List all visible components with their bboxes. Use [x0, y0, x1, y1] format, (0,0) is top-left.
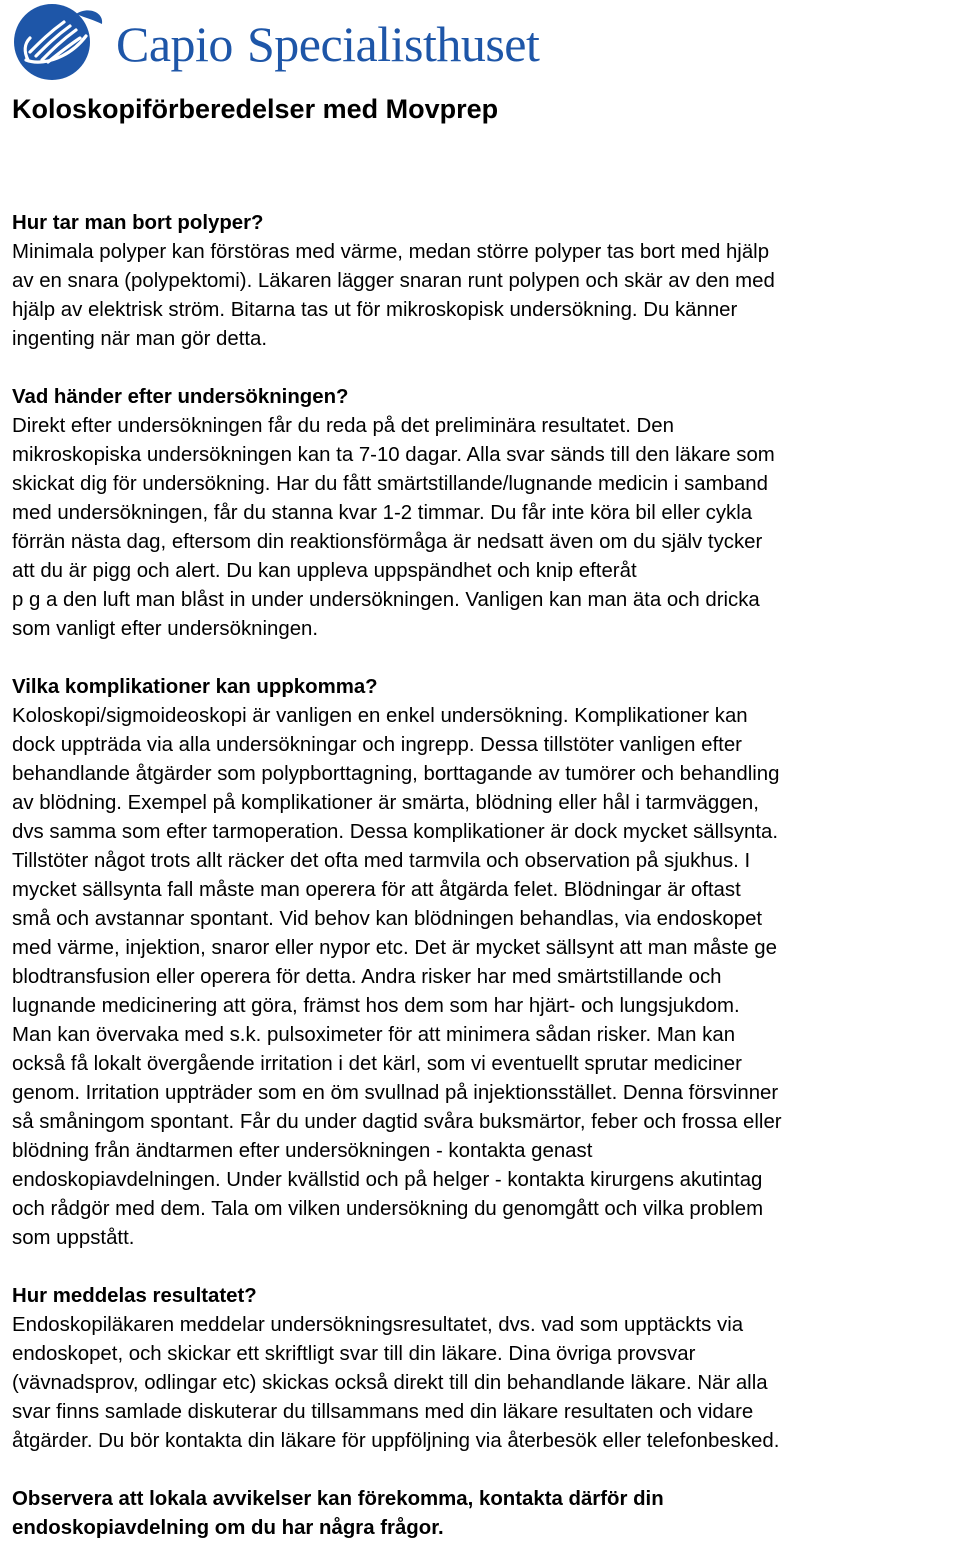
page-title: Koloskopiförberedelser med Movprep: [12, 94, 499, 124]
text-line: Tillstöter något trots allt räcker det ofta med tarmvila och observation på sjukhus. I: [12, 850, 751, 872]
text-line: åtgärder. Du bör kontakta din läkare för uppföljning via återbesök eller telefonbesked.: [12, 1430, 780, 1452]
section-heading: Hur tar man bort polyper?: [12, 212, 264, 234]
text-line: endoskopiavdelning om du har några frågor.: [12, 1517, 444, 1539]
text-line: dock uppträda via alla undersökningar och ingrepp. Dessa tillstöter vanligen efter: [12, 734, 742, 756]
text-line: också få lokalt övergående irritation i det kärl, som vi eventuellt sprutar mediciner: [12, 1053, 742, 1075]
text-line: svar finns samlade diskuterar du tillsammans med din läkare resultaten och vidare: [12, 1401, 754, 1423]
section-complications: [12, 673, 958, 1253]
section-heading: Hur meddelas resultatet?: [12, 1285, 257, 1307]
text-line: Koloskopi/sigmoideoskopi är vanligen en enkel undersökning. Komplikationer kan: [12, 705, 748, 727]
text-line: med undersökningen, får du stanna kvar 1-2 timmar. Du får inte köra bil eller cykla: [12, 502, 753, 524]
text-line: skickat dig för undersökning. Har du fått smärtstillande/lugnande medicin i samband: [12, 473, 768, 495]
text-line: ingenting när man gör detta.: [12, 328, 268, 350]
capio-hand-logo-icon: [6, 2, 106, 82]
text-line: så småningom spontant. Får du under dagtid svåra buksmärtor, feber och frossa eller: [12, 1111, 782, 1133]
text-line: blödning från ändtarmen efter undersökningen - kontakta genast: [12, 1140, 593, 1162]
header: [6, 2, 606, 84]
text-line: som uppstått.: [12, 1227, 135, 1249]
section-paragraph: [12, 702, 958, 1253]
text-line: Minimala polyper kan förstöras med värme, medan större polyper tas bort med hjälp: [12, 241, 770, 263]
text-line: mikroskopiska undersökningen kan ta 7-10 dagar. Alla svar sänds till den läkare som: [12, 444, 775, 466]
document-body: [12, 209, 958, 1543]
text-line: Man kan övervaka med s.k. pulsoximeter för att minimera sådan risker. Man kan: [12, 1024, 736, 1046]
section-paragraph: [12, 412, 958, 644]
text-line: blodtransfusion eller operera för detta. Andra risker har med smärtstillande och: [12, 966, 722, 988]
section-results: [12, 1282, 958, 1456]
text-line: att du är pigg och alert. Du kan uppleva uppspändhet och knip efteråt: [12, 560, 637, 582]
text-line: p g a den luft man blåst in under undersökningen. Vanligen kan man äta och dricka: [12, 589, 760, 611]
brand-name-specialisthuset: Specialisthuset: [246, 16, 540, 72]
text-line: dvs samma som efter tarmoperation. Dessa komplikationer är dock mycket sällsynta.: [12, 821, 779, 843]
text-line: behandlande åtgärder som polypborttagning, borttagande av tumörer och behandling: [12, 763, 780, 785]
text-line: mycket sällsynta fall måste man operera för att åtgärda felet. Blödningar är oftast: [12, 879, 741, 901]
text-line: och rådgör med dem. Tala om vilken undersökning du genomgått och vilka problem: [12, 1198, 764, 1220]
brand-name-capio: Capio: [116, 16, 233, 72]
text-line: lugnande medicinering att göra, främst hos dem som har hjärt- och lungsjukdom.: [12, 995, 740, 1017]
text-line: hjälp av elektrisk ström. Bitarna tas ut för mikroskopisk undersökning. Du känner: [12, 299, 738, 321]
text-line: endoskopet, och skickar ett skriftligt svar till din läkare. Dina övriga provsvar: [12, 1343, 696, 1365]
text-line: (vävnadsprov, odlingar etc) skickas också direkt till din behandlande läkare. När alla: [12, 1372, 768, 1394]
section-paragraph: [12, 238, 958, 354]
text-line: som vanligt efter undersökningen.: [12, 618, 319, 640]
section-heading: Vad händer efter undersökningen?: [12, 386, 349, 408]
text-line: förrän nästa dag, eftersom din reaktionsförmåga är nedsatt även om du själv tycker: [12, 531, 763, 553]
text-line: av en snara (polypektomi). Läkaren lägger snaran runt polypen och skär av den med: [12, 270, 775, 292]
text-line: med värme, injektion, snaror eller nypor etc. Det är mycket sällsynt att man måste ge: [12, 937, 777, 959]
text-line: av blödning. Exempel på komplikationer är smärta, blödning eller hål i tarmväggen,: [12, 792, 759, 814]
section-after-examination: [12, 383, 958, 644]
text-line: Observera att lokala avvikelser kan förekomma, kontakta därför din: [12, 1488, 664, 1510]
section-paragraph: [12, 1311, 958, 1456]
text-line: Direkt efter undersökningen får du reda på det preliminära resultatet. Den: [12, 415, 674, 437]
text-line: Endoskopiläkaren meddelar undersökningsresultatet, dvs. vad som upptäckts via: [12, 1314, 744, 1336]
closing-notice: [12, 1485, 958, 1543]
section-polyp-removal: [12, 209, 958, 354]
brand-name: [116, 14, 539, 74]
text-line: endoskopiavdelningen. Under kvällstid och på helger - kontakta kirurgens akutintag: [12, 1169, 763, 1191]
text-line: små och avstannar spontant. Vid behov kan blödningen behandlas, via endoskopet: [12, 908, 763, 930]
text-line: genom. Irritation uppträder som en öm svullnad på injektionsstället. Denna försvinner: [12, 1082, 779, 1104]
section-heading: Vilka komplikationer kan uppkomma?: [12, 676, 378, 698]
